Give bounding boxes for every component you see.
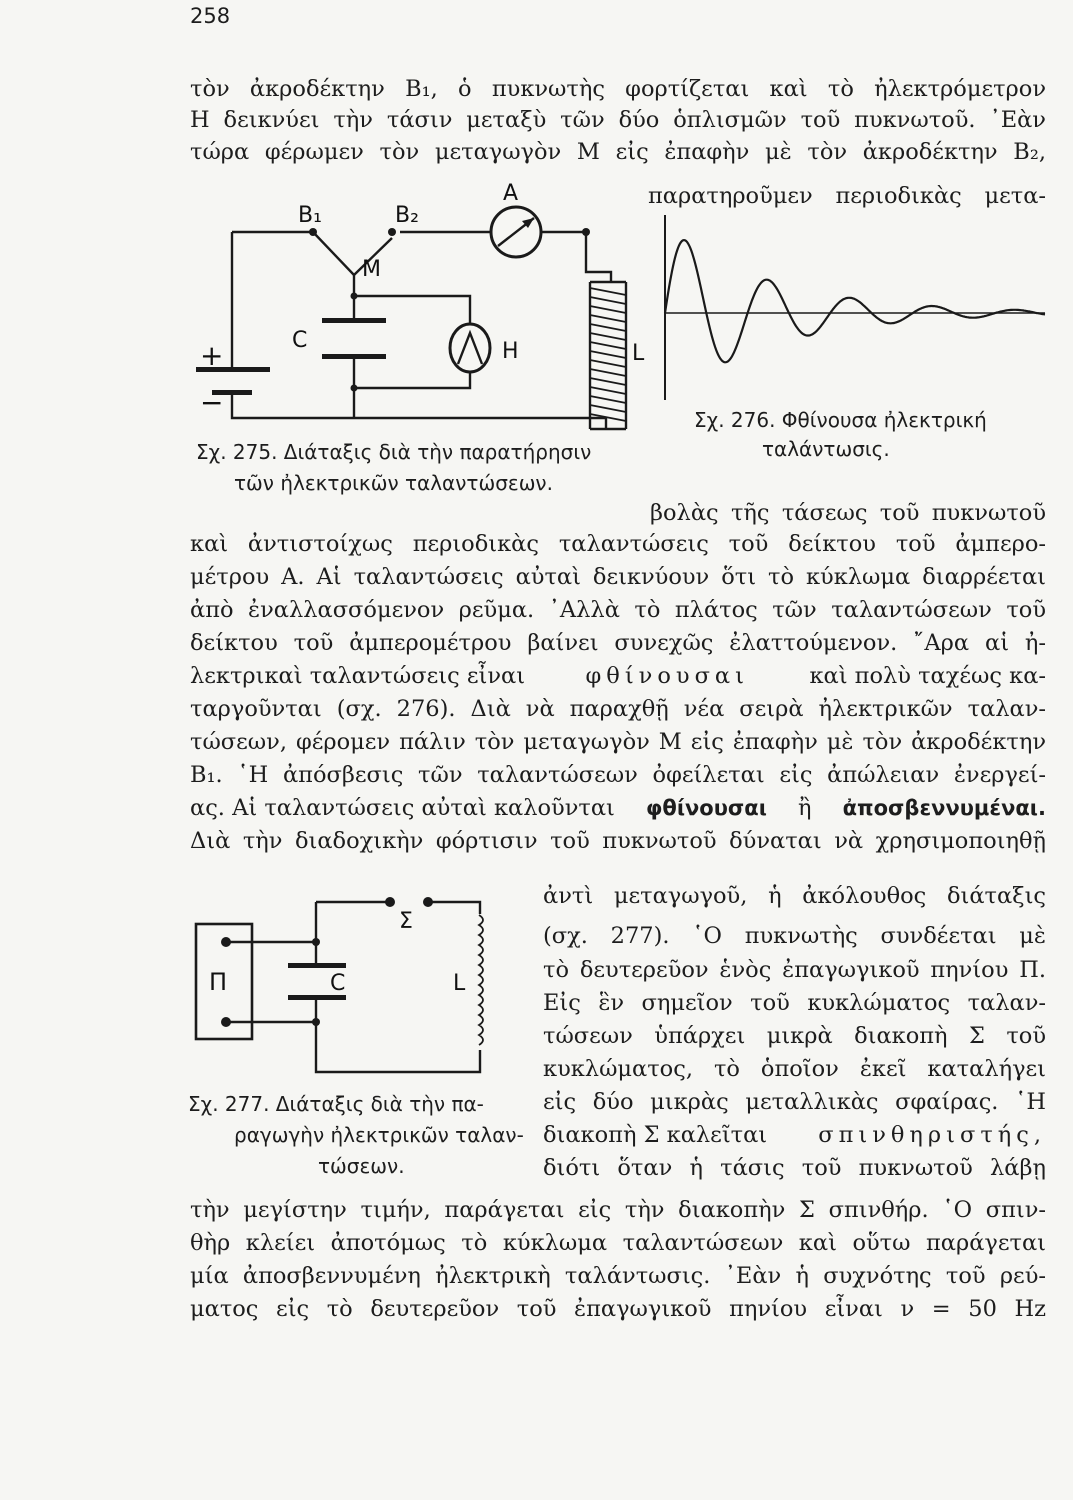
text-line: Β₁. ῾Η ἀπόσβεσις τῶν ταλαντώσεων ὀφείλεται εἰς ἀπώλειαν ἐνεργεί- [190,762,1046,788]
label-minus: − [200,386,224,419]
text-line: δείκτου τοῦ ἀμπερομέτρου βαίνει συνεχῶς ἐλαττούμενον. ῎Αρα αἱ ἠ- [190,630,1046,656]
fig275-caption-line1: Σχ. 275. Διάταξις διὰ τὴν παρατήρησιν [196,440,592,464]
text-line: βολὰς τῆς τάσεως τοῦ πυκνωτοῦ [650,500,1046,526]
page-number: 258 [190,4,231,28]
label-a: A [503,181,519,206]
term-bold-fthinousai: φθίνουσαι [645,796,767,820]
text-line: Εἰς ἓν σημεῖον τοῦ κυκλώματος ταλαν- [543,990,1046,1016]
text-segment: λεκτρικαὶ ταλαντώσεις εἶναι [190,663,526,689]
text-line: τώσεων, φέρομεν πάλιν τὸν μεταγωγὸν Μ εἰς ἐπαφὴν μὲ τὸν ἀκροδέκτην [190,729,1046,755]
label-h: H [502,339,519,364]
term-spintheristis: σπινθηριστής, [818,1122,1046,1148]
fig277-caption-line2: ραγωγὴν ἠλεκτρικῶν ταλαν- [234,1123,524,1147]
spark-gap-ball [423,897,433,907]
fig277-caption-line1: Σχ. 277. Διάταξις διὰ τὴν πα- [188,1092,484,1116]
label-b1: B₁ [298,203,322,228]
label-l: L [632,341,645,366]
term-fthinousai: φθίνουσαι [585,663,749,689]
text-line: τὸ δευτερεῦον ἑνὸς ἐπαγωγικοῦ πηνίου Π. [543,957,1046,983]
text-line: ἀπὸ ἐναλλασσόμενον ρεῦμα. ᾿Αλλὰ τὸ πλάτος τῶν ταλαντώσεων τοῦ [190,597,1046,623]
text-line: τὴν μεγίστην τιμήν, παράγεται εἰς τὴν διακοπὴν Σ σπινθήρ. ῾Ο σπιν- [190,1197,1046,1223]
term-bold-aposvennymenai: ἀποσβεννυμέναι. [842,796,1046,820]
capacitor-c-277 [288,963,346,968]
fig277-caption-line3: τώσεων. [318,1154,405,1178]
text-line: Διὰ τὴν διαδοχικὴν φόρτισιν τοῦ πυκνωτοῦ δύναται νὰ χρησιμοποιηθῇ [190,828,1046,854]
text-line: κυκλώματος, τὸ ὁποῖον ἐκεῖ καταλήγει [543,1056,1046,1082]
label-m: M [362,257,381,282]
text-segment: διακοπὴ Σ καλεῖται [543,1122,768,1148]
label-l-277: L [453,971,466,996]
text-line: ταργοῦνται (σχ. 276). Διὰ νὰ παραχθῇ νέα σειρὰ ἠλεκτρικῶν ταλαν- [190,696,1046,722]
text-line: ἀντὶ μεταγωγοῦ, ἡ ἀκόλουθος διάταξις [543,883,1046,909]
text-line: μία ἀποσβεννυμένη ἠλεκτρικὴ ταλάντωσις. ᾿Εὰν ἡ συχνότης τοῦ ρεύ- [190,1263,1046,1289]
text-line: τὸν ἀκροδέκτην Β₁, ὁ πυκνωτὴς φορτίζεται καὶ τὸ ἠλεκτρόμετρον [190,76,1046,102]
text-line: τώρα φέρωμεν τὸν μεταγωγὸν Μ εἰς ἐπαφὴν μὲ τὸν ἀκροδέκτην Β₂, [190,139,1046,165]
label-s: Σ [399,909,413,934]
text-line: θὴρ κλείει ἀποτόμως τὸ κύκλωμα ταλαντώσεων καὶ οὕτω παράγεται [190,1230,1046,1256]
label-c-277: C [330,971,346,996]
fig275-caption-line2: τῶν ἠλεκτρικῶν ταλαντώσεων. [234,471,553,495]
label-c: C [292,328,308,353]
text-line: μέτρου Α. Αἱ ταλαντώσεις αὐταὶ δεικνύουν ὅτι τὸ κύκλωμα διαρρέεται [190,564,1046,590]
text-line: τώσεων ὑπάρχει μικρὰ διακοπὴ Σ τοῦ [543,1023,1046,1049]
text-line: παρατηροῦμεν περιοδικὰς μετα- [648,183,1046,209]
fig276-caption-line2: ταλάντωσις. [762,437,890,461]
text-line: διότι ὅταν ἡ τάσις τοῦ πυκνωτοῦ λάβῃ [543,1155,1046,1181]
label-b2: B₂ [395,203,419,228]
text-segment: ἢ [798,795,812,821]
spark-gap-ball [385,897,395,907]
label-plus: + [200,339,224,372]
fig276-caption-line1: Σχ. 276. Φθίνουσα ἠλεκτρική [694,408,987,432]
text-segment: καὶ πολὺ ταχέως κα- [809,663,1046,689]
text-line: Η δεικνύει τὴν τάσιν μεταξὺ τῶν δύο ὁπλισμῶν τοῦ πυκνωτοῦ. ᾿Εὰν [190,107,1046,133]
label-p: Π [209,968,228,996]
text-line: καὶ ἀντιστοίχως περιοδικὰς ταλαντώσεις τοῦ δείκτου τοῦ ἀμπερο- [190,531,1046,557]
text-line: εἰς δύο μικρὰς μεταλλικὰς σφαίρας. ῾Η [543,1089,1046,1115]
text-line: (σχ. 277). ῾Ο πυκνωτὴς συνδέεται μὲ [543,923,1046,949]
text-line [543,1122,1046,1149]
text-segment: ας. Αἱ ταλαντώσεις αὐταὶ καλοῦνται [190,795,615,821]
text-line: ματος εἰς τὸ δευτερεῦον τοῦ ἐπαγωγικοῦ πηνίου εἶναι ν = 50 Hz [190,1296,1046,1322]
